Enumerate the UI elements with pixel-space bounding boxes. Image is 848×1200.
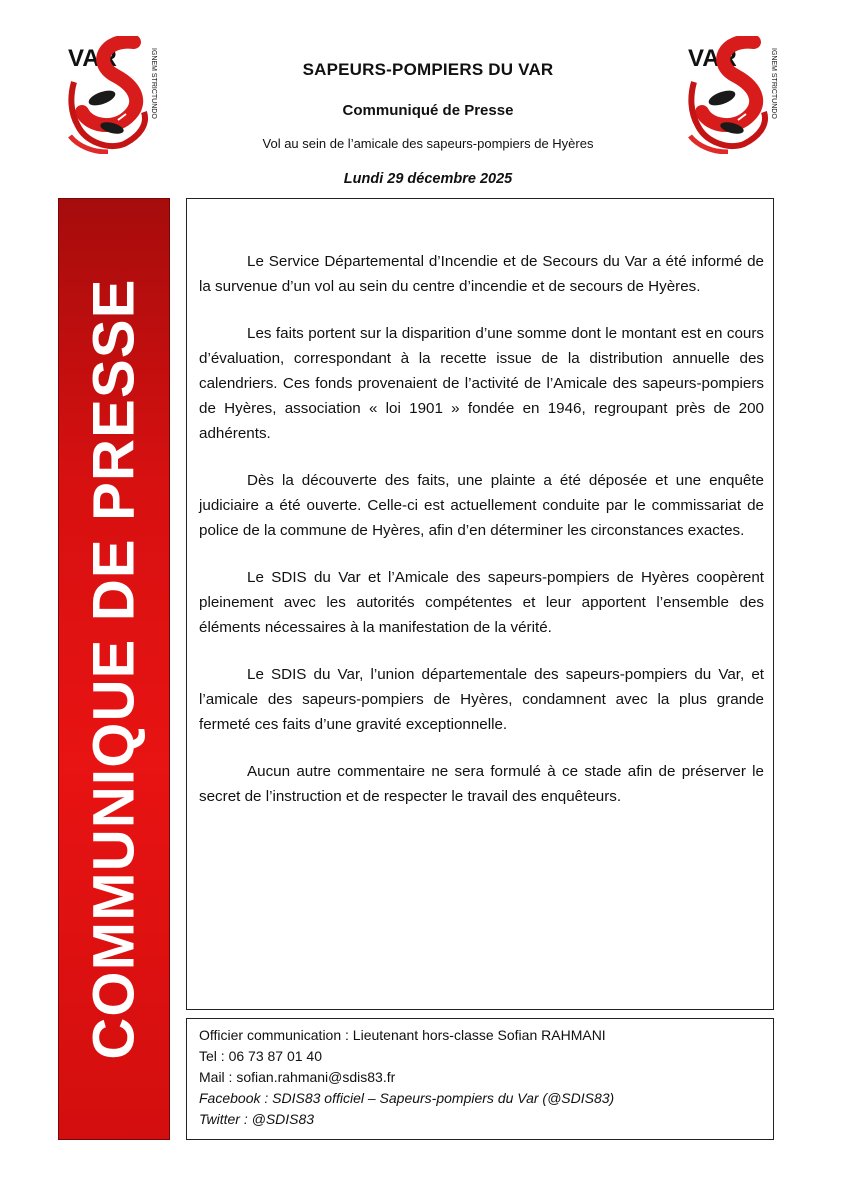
communique-sidebar <box>58 198 170 1140</box>
salamander-crest-icon <box>684 36 780 154</box>
body-paragraph: Le SDIS du Var, l’union départementale des sapeurs-pompiers du Var, et l’amicale des sapeurs-pompiers de Hyères, condamnent avec la plus grande fermeté ces faits d’une gravité exceptionnelle. <box>199 666 764 733</box>
press-body <box>199 249 764 831</box>
body-paragraph: Le SDIS du Var et l’Amicale des sapeurs-pompiers de Hyères coopèrent pleinement avec les autorités compétentes et leur apportent l’ensemble des éléments nécessaires à la manifestation de la vérité. <box>199 569 764 636</box>
body-paragraph: Aucun autre commentaire ne sera formulé à ce stade afin de préserver le secret de l’instruction et de respecter le travail des enquêteurs. <box>199 763 764 805</box>
sidebar-label: COMMUNIQUE DE PRESSE <box>81 278 147 1060</box>
sdis-var-logo-left <box>64 36 160 154</box>
page-title: SAPEURS-POMPIERS DU VAR <box>302 60 554 79</box>
logo-motto: IGNEM STRICTUNDO <box>150 48 157 119</box>
sdis-var-logo-right <box>684 36 780 154</box>
body-paragraph: Dès la découverte des faits, une plainte a été déposée et une enquête judiciaire a été ouverte. Celle-ci est actuellement conduite par le commissariat de police de la commune de Hyères, afin d’en déterminer les circonstances exactes. <box>199 472 764 539</box>
salamander-crest-icon <box>64 36 160 154</box>
contact-tel: Tel : 06 73 87 01 40 <box>199 1048 322 1064</box>
logo-motto: IGNEM STRICTUNDO <box>770 48 777 119</box>
contact-facebook: Facebook : SDIS83 officiel – Sapeurs-pompiers du Var (@SDIS83) <box>199 1090 615 1106</box>
press-body-box <box>186 198 774 1010</box>
body-paragraph: Les faits portent sur la disparition d’une somme dont le montant est en cours d’évaluation, correspondant à la recette issue de la distribution annuelle des calendriers. Ces fonds provenaient de l’activité de l’Amicale des sapeurs-pompiers de Hyères, association « loi 1901 » fondée en 1946, regroupant près de 200 adhérents. <box>199 325 764 442</box>
body-paragraph: Le Service Départemental d’Incendie et de Secours du Var a été informé de la survenue d’un vol au sein du centre d’incendie et de secours de Hyères. <box>199 253 764 295</box>
contact-box <box>186 1018 774 1140</box>
contact-twitter: Twitter : @SDIS83 <box>199 1111 315 1127</box>
logo-var-text: VAR <box>68 45 117 72</box>
contact-officer: Officier communication : Lieutenant hors-classe Sofian RAHMANI <box>199 1027 606 1043</box>
page-subtitle: Communiqué de Presse <box>342 102 514 119</box>
press-date: Lundi 29 décembre 2025 <box>343 171 513 187</box>
contact-mail: Mail : sofian.rahmani@sdis83.fr <box>199 1069 396 1085</box>
press-topic: Vol au sein de l’amicale des sapeurs-pompiers de Hyères <box>262 136 594 151</box>
logo-var-text: VAR <box>688 45 737 72</box>
